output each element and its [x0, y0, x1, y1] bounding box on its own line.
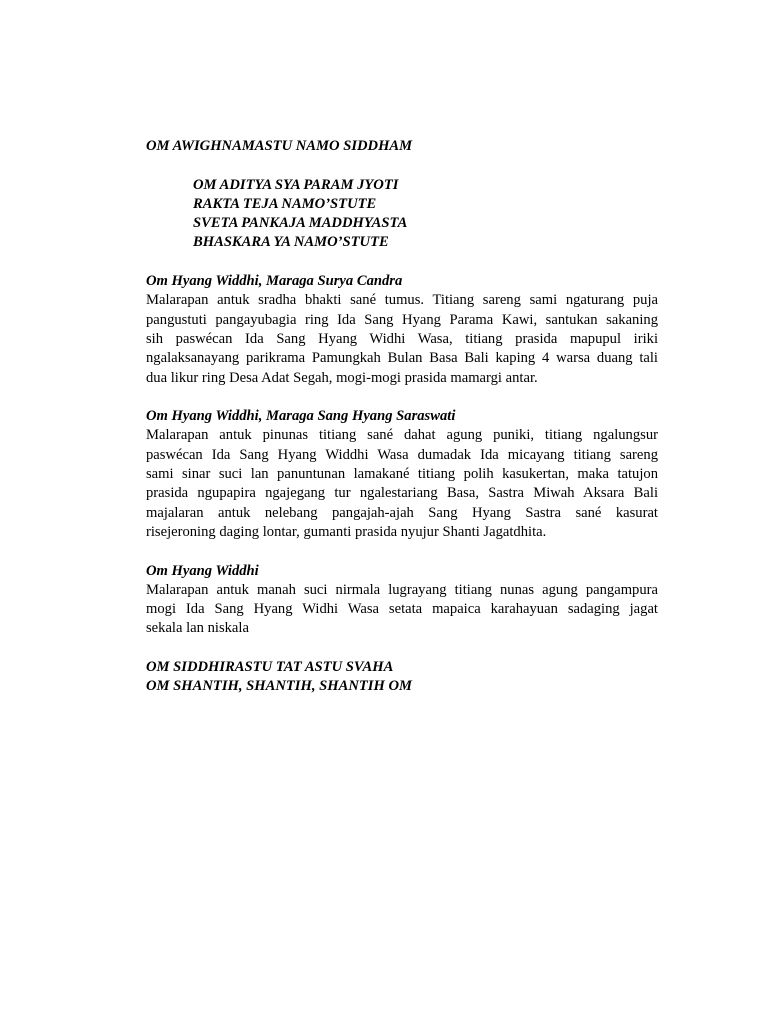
section-heading: Om Hyang Widdhi, Maraga Surya Candra [146, 273, 403, 290]
mantra-line: OM ADITYA SYA PARAM JYOTI [193, 176, 399, 193]
spacer [146, 639, 658, 658]
paragraph-line: mogi Ida Sang Hyang Widhi Wasa setata mapaica karahayuan sadaging jagat [146, 601, 658, 618]
paragraph-line: sih paswécan Ida Sang Hyang Widhi Wasa, titiang prasida mapupul iriki [146, 330, 658, 347]
opening-invocation: OM AWIGHNAMASTU NAMO SIDDHAM [146, 138, 413, 154]
paragraph-line: paswécan Ida Sang Hyang Widdhi Wasa dumadak Ida micayang titiang sareng [146, 446, 658, 463]
spacer [146, 542, 658, 561]
paragraph-line: majalaran antuk nelebang pangajah-ajah Sang Hyang Sastra sané kasurat [146, 504, 658, 521]
mantra-line: RAKTA TEJA NAMO’STUTE [193, 195, 377, 212]
spacer [146, 388, 658, 407]
closing-line: OM SHANTIH, SHANTIH, SHANTIH OM [146, 678, 412, 695]
closing-line: OM SIDDHIRASTU TAT ASTU SVAHA [146, 659, 394, 676]
paragraph-line: Malarapan antuk sradha bhakti sané tumus. Titiang sareng sami ngaturang puja [146, 292, 658, 309]
mantra-line: SVETA PANKAJA MADDHYASTA [193, 215, 408, 232]
paragraph-line: dua likur ring Desa Adat Segah, mogi-mogi prasida mamargi antar. [146, 369, 538, 386]
document-page [146, 137, 658, 697]
paragraph-line: sami sinar suci lan panuntunan lamakané titiang polih kasukertan, maka tatujon [146, 466, 658, 483]
paragraph-line: sekala lan niskala [146, 620, 249, 637]
section-saraswati [146, 407, 658, 542]
spacer [146, 156, 658, 175]
paragraph-line: prasida ngupapira ngajegang tur ngalestariang Basa, Sastra Miwah Aksara Bali [146, 485, 658, 502]
section-surya-candra [146, 272, 658, 388]
section-heading: Om Hyang Widdhi, Maraga Sang Hyang Saraswati [146, 408, 456, 425]
closing-mantra [146, 658, 658, 697]
surya-mantra [193, 176, 658, 253]
paragraph-line: Malarapan antuk manah suci nirmala lugrayang titiang nunas agung pangampura [146, 581, 658, 598]
paragraph-line: risejeroning daging lontar, gumanti prasida nyujur Shanti Jagatdhita. [146, 523, 547, 540]
section-heading: Om Hyang Widdhi [146, 562, 259, 579]
mantra-line: BHASKARA YA NAMO’STUTE [193, 234, 389, 251]
paragraph-line: ngalaksanayang parikrama Pamungkah Bulan Basa Bali kaping 4 warsa duang tali [146, 350, 658, 367]
paragraph-line: Malarapan antuk pinunas titiang sané dahat agung puniki, titiang ngalungsur [146, 427, 658, 444]
section-hyang-widdhi [146, 562, 658, 639]
paragraph-line: pangustuti pangayubagia ring Ida Sang Hyang Parama Kawi, santukan sakaning [146, 311, 658, 328]
spacer [146, 253, 658, 272]
